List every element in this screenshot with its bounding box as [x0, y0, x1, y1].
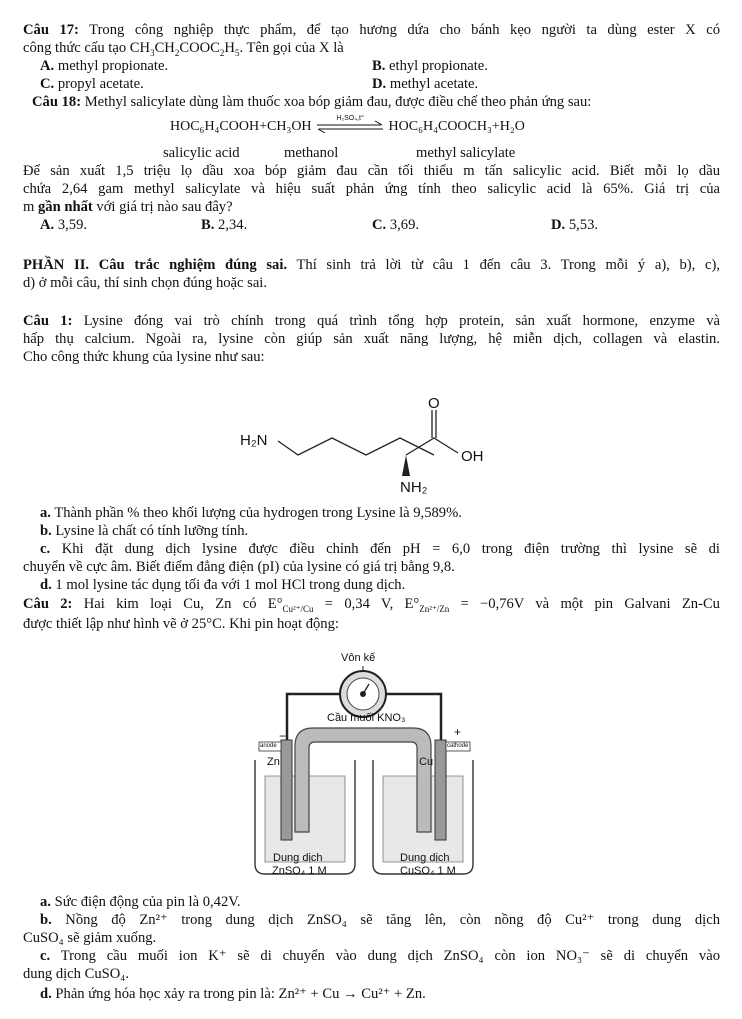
c2-item-b: b. Nồng độ Zn²⁺ trong dung dịch ZnSO₄ sẽ tăng lên, còn nồng độ Cu²⁺ trong dung dịch	[40, 912, 720, 928]
q18-line1: Câu 18: Methyl salicylate dùng làm thuốc xoa bóp giảm đau, được điều chế theo phản ứng sau:	[32, 94, 592, 110]
c1-line2: hấp thụ calcium. Ngoài ra, lysine còn giúp sản xuất năng lượng, hệ miễn dịch, collagen và elastin.	[23, 331, 720, 347]
cuso4-label-1: Dung dịch	[400, 852, 450, 864]
q17-option-b: B. ethyl propionate.	[372, 58, 488, 74]
minus-sign: −	[279, 729, 287, 743]
c2-item-c: c. Trong cầu muối ion K⁺ sẽ di chuyển vào dung dịch ZnSO₄ còn ion NO₃⁻ sẽ di chuyển vào	[40, 948, 720, 964]
plus-sign: +	[454, 725, 462, 739]
c2-line1: Câu 2: Hai kim loại Cu, Zn có $E^\circ_{Cu^{2+}/Cu} = 0,34$ V, $E^\circ_{Zn^{2+}/Zn} = -0,76V$ và một pin Galvani Zn-Cu	[23, 596, 720, 614]
q18-line4: m gần nhất với giá trị nào sau đây?	[23, 199, 233, 215]
q18-name-methanol: methanol	[284, 145, 339, 161]
carbonyl-o-label: O	[428, 395, 440, 412]
zn-electrode-label: Zn	[267, 756, 280, 768]
q18-equation: HOC₆H₄COOH+CH₃OH H₂SO₄,t° HOC₆H₄COOCH₃+H₂O	[170, 114, 525, 134]
q17-label: Câu 17:	[23, 22, 79, 38]
part2-title: PHẦN II. Câu trắc nghiệm đúng sai.	[23, 257, 288, 273]
c2-item-d: d. Phản ứng hóa học xảy ra trong pin là: Zn²⁺ + Cu → Cu²⁺ + Zn.	[40, 986, 426, 1002]
q17-line1: Câu 17: Trong công nghiệp thực phẩm, để tạo hương dứa cho bánh kẹo người ta dùng ester X có	[23, 22, 720, 38]
c2-item-a: a. Sức điện động của pin là 0,42V.	[40, 894, 241, 910]
c2-item-c-cont: dung dịch CuSO₄.	[23, 966, 130, 982]
c1-item-c-cont: chuyển về cực âm. Biết điểm đẳng điện (pI) của lysine có giá trị bằng 9,8.	[23, 559, 455, 575]
q18-name-salicylic: salicylic acid	[163, 145, 240, 161]
c1-item-d: d. 1 mol lysine tác dụng tối đa với 1 mol HCl trong dung dịch.	[40, 577, 406, 593]
lysine-structure	[234, 392, 524, 504]
c1-item-c: c. Khi đặt dung dịch lysine được điều chỉnh đến pH = 6,0 trong điện trường thì lysine sẽ di	[40, 541, 720, 557]
c1-item-b: b. Lysine là chất có tính lưỡng tính.	[40, 523, 249, 539]
anode-label: anode	[260, 743, 277, 749]
q18-option-a: A. 3,59.	[40, 217, 88, 233]
q18-option-c: C. 3,69.	[372, 217, 420, 233]
q18-label: Câu 18:	[32, 94, 82, 110]
h2n-label: H₂N	[240, 432, 268, 449]
cu-electrode-label: Cu	[419, 756, 434, 768]
c2-label: Câu 2:	[23, 596, 73, 612]
znso4-label-2: ZnSO₄ 1 M	[272, 865, 327, 877]
q17-line2: công thức cấu tạo $CH_3CH_2COOC_2H_5$. Tên gọi của X là	[23, 40, 344, 58]
q17-option-d: D. methyl acetate.	[372, 76, 479, 92]
part2-line1: PHẦN II. Câu trắc nghiệm đúng sai. Thí sinh trả lời từ câu 1 đến câu 3. Trong mỗi ý a), b), c),	[23, 257, 720, 273]
znso4-label-1: Dung dịch	[273, 852, 323, 864]
salt-bridge-label: Cầu muối KNO₃	[327, 712, 406, 724]
c1-line3: Cho công thức khung của lysine như sau:	[23, 349, 265, 365]
cathode-label: cathode	[447, 743, 469, 749]
c1-item-a: a. Thành phần % theo khối lượng của hydrogen trong Lysine là 9,589%.	[40, 505, 462, 521]
equilibrium-arrow-icon: H₂SO₄,t°	[315, 120, 385, 134]
oh-label: OH	[461, 448, 484, 465]
nh2-label: NH₂	[400, 479, 428, 496]
c1-line1: Câu 1: Lysine đóng vai trò chính trong quá trình tổng hợp protein, sản xuất hormone, enzyme và	[23, 313, 720, 329]
q18-option-d: D. 5,53.	[551, 217, 599, 233]
q18-name-methylsalicylate: methyl salicylate	[416, 145, 516, 161]
voltmeter-label: Vôn kế	[341, 652, 376, 664]
part2-line2: d) ở mỗi câu, thí sinh chọn đúng hoặc sai.	[23, 275, 268, 291]
cuso4-label-2: CuSO₄ 1 M	[400, 865, 456, 877]
q17-option-a: A. methyl propionate.	[40, 58, 169, 74]
q18-line2: Để sản xuất 1,5 triệu lọ dầu xoa bóp giảm đau cần tối thiểu m tấn salicylic acid. Biết mỗi lọ dầu	[23, 163, 720, 179]
q18-option-b: B. 2,34.	[201, 217, 248, 233]
q17-option-c: C. propyl acetate.	[40, 76, 144, 92]
c1-label: Câu 1:	[23, 313, 73, 329]
galvanic-cell-diagram	[245, 636, 485, 886]
c2-line2: được thiết lập như hình vẽ ở 25°C. Khi pin hoạt động:	[23, 616, 339, 632]
q18-line3: chứa 2,64 gam methyl salicylate và hiệu suất phản ứng tính theo salicylic acid là 65%. Giá trị của	[23, 181, 720, 197]
c2-item-b-cont: CuSO₄ sẽ giảm xuống.	[23, 930, 157, 946]
